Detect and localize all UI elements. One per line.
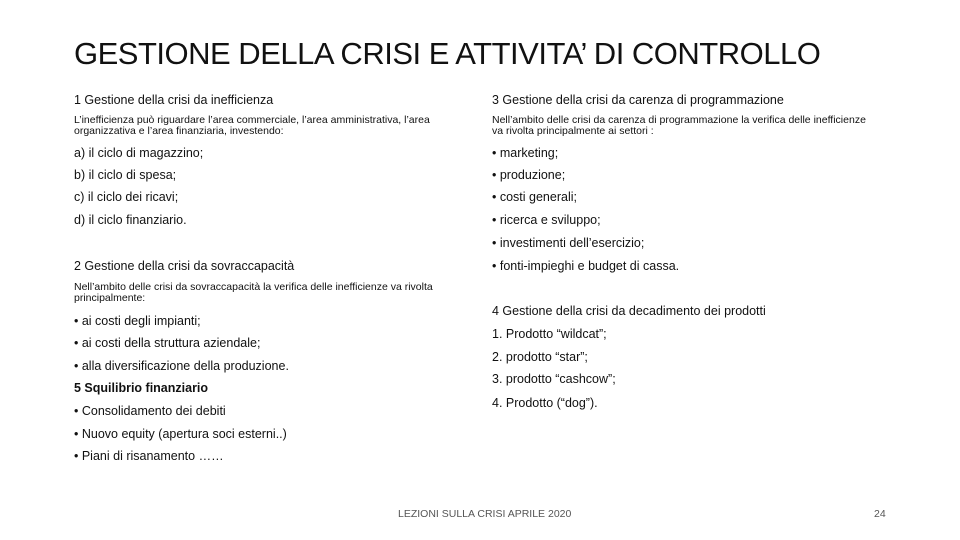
section-4-item: 4. Prodotto (“dog”). — [492, 396, 598, 410]
section-3-item: • costi generali; — [492, 190, 577, 204]
section-3-item: • fonti-impieghi e budget di cassa. — [492, 259, 680, 273]
section-1-item: d) il ciclo finanziario. — [74, 213, 187, 227]
slide-title: GESTIONE DELLA CRISI E ATTIVITA’ DI CONTROLLO — [74, 36, 821, 71]
section-1-item: a) il ciclo di magazzino; — [74, 146, 204, 160]
section-4-item: 3. prodotto “cashcow”; — [492, 372, 616, 386]
section-4-heading: 4 Gestione della crisi da decadimento dei prodotti — [492, 304, 766, 318]
section-2-description: Nell’ambito delle crisi da sovraccapacità la verifica delle inefficienze va rivolta principalmente: — [74, 281, 433, 304]
section-4-item: 1. Prodotto “wildcat”; — [492, 327, 607, 341]
section-1-heading: 1 Gestione della crisi da inefficienza — [74, 93, 274, 107]
section-4-item: 2. prodotto “star”; — [492, 350, 588, 364]
section-3-item: • marketing; — [492, 146, 559, 160]
section-2-item: • ai costi degli impianti; — [74, 314, 201, 328]
section-2-item: • ai costi della struttura aziendale; — [74, 336, 261, 350]
section-5-item: • Piani di risanamento …… — [74, 449, 224, 463]
section-3-heading: 3 Gestione della crisi da carenza di programmazione — [492, 93, 784, 107]
section-2-item: • alla diversificazione della produzione. — [74, 359, 289, 373]
section-1-item: b) il ciclo di spesa; — [74, 168, 177, 182]
footer-text: LEZIONI SULLA CRISI APRILE 2020 — [398, 508, 572, 520]
section-1-item: c) il ciclo dei ricavi; — [74, 190, 179, 204]
section-5-item: • Consolidamento dei debiti — [74, 404, 226, 418]
section-3-item: • produzione; — [492, 168, 566, 182]
section-3-description: Nell’ambito delle crisi da carenza di programmazione la verifica delle inefficienze va rivolta principalmente ai settori : — [492, 114, 866, 137]
section-3-item: • investimenti dell’esercizio; — [492, 236, 645, 250]
section-5-heading: 5 Squilibrio finanziario — [74, 381, 209, 395]
page-number: 24 — [874, 508, 886, 520]
section-3-item: • ricerca e sviluppo; — [492, 213, 601, 227]
section-5-item: • Nuovo equity (apertura soci esterni..) — [74, 427, 287, 441]
section-1-description: L’inefficienza può riguardare l’area commerciale, l’area amministrativa, l’area organizzativa e l’area finanziaria, investendo: — [74, 114, 430, 137]
section-2-heading: 2 Gestione della crisi da sovraccapacità — [74, 259, 295, 273]
